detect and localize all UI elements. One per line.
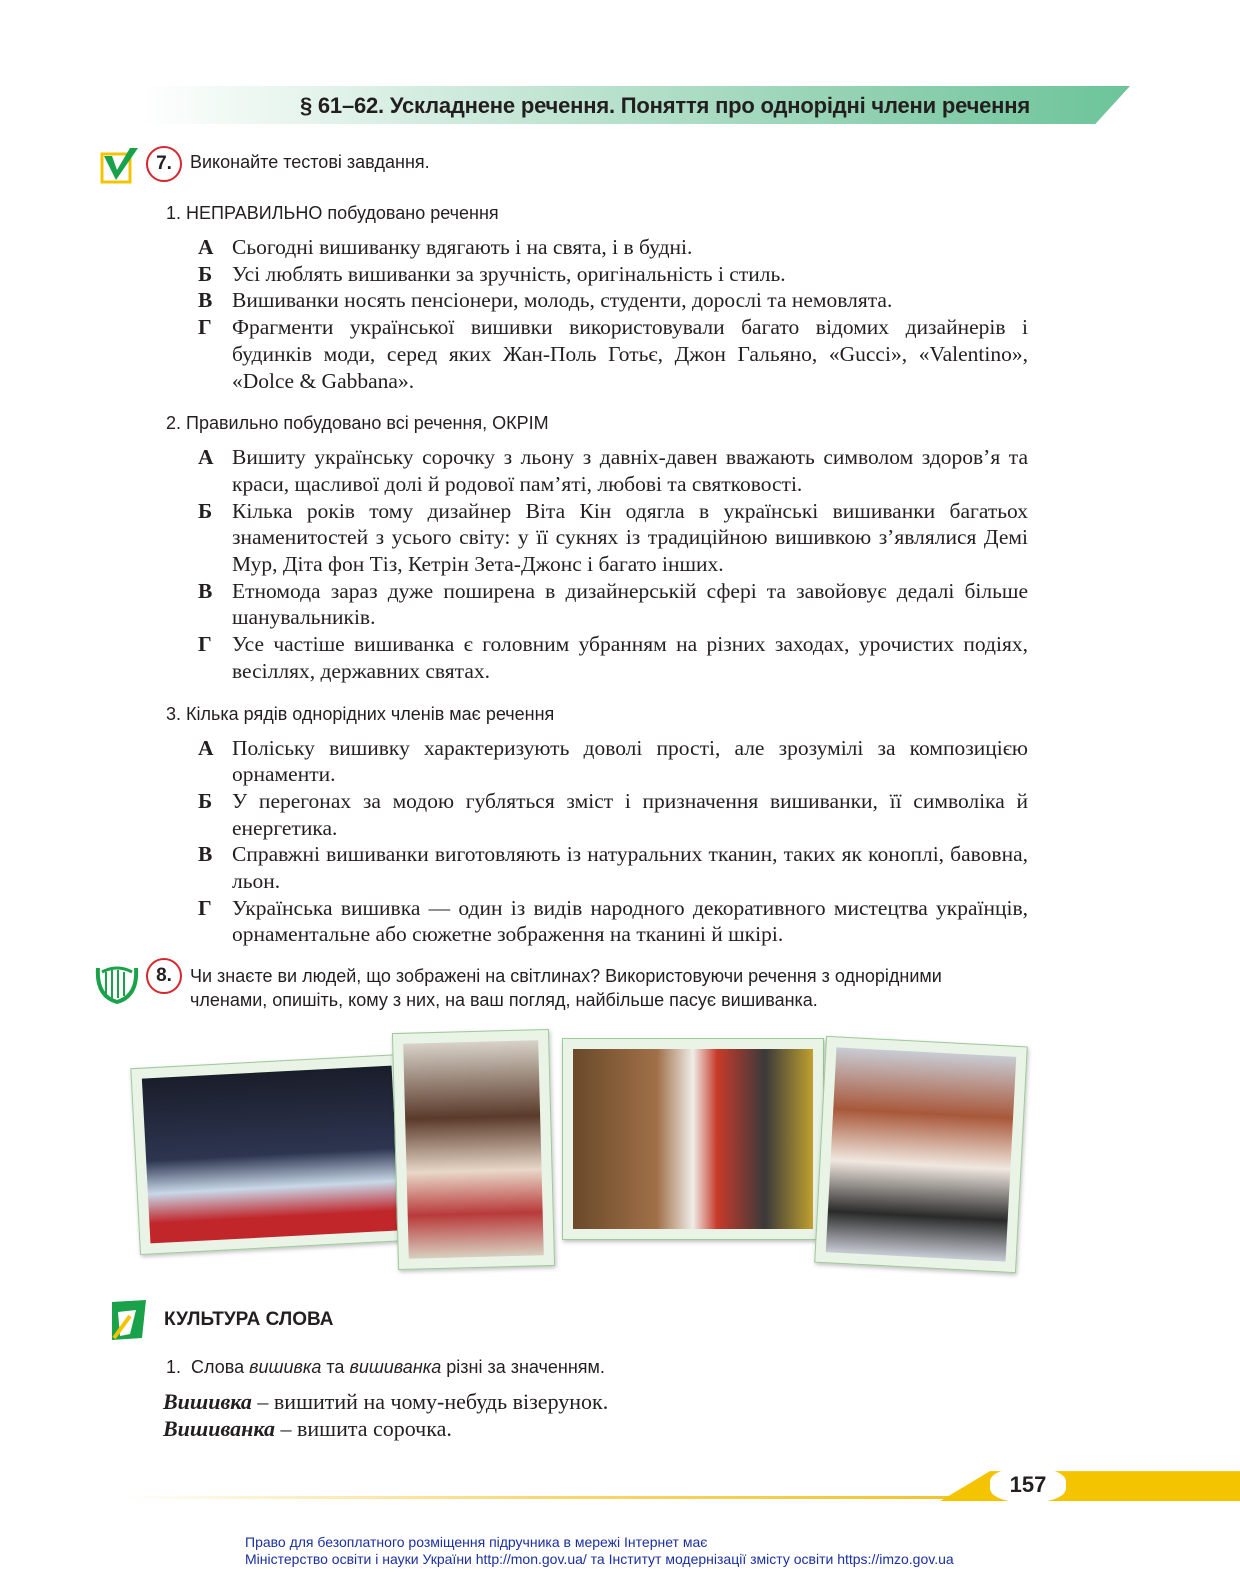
option — [198, 444, 1028, 497]
option-text: Кілька років тому дизайнер Віта Кін одягла в українські вишиванки багатьох знаменитостей з усього світу: у її сукнях із традиційною вишивкою з’являлися Демі Мур, Діта фон Тіз, Кетрін Зета-Джонс і багато інших. — [232, 498, 1028, 577]
option-letter: Г — [198, 632, 212, 657]
options-q2 — [198, 444, 1028, 684]
definition-term: Вишивка — [163, 1389, 252, 1415]
option-text: Усе частіше вишиванка є головним убранням на різних заходах, урочистих подіях, весіллях, державних святах. — [232, 632, 1028, 683]
item-word: вишивка — [249, 1357, 322, 1378]
option-letter: А — [198, 445, 214, 470]
section-title: КУЛЬТУРА СЛОВА — [164, 1309, 334, 1331]
option-letter: В — [198, 842, 213, 867]
question-2: 2. Правильно побудовано всі речення, ОКРІМ — [166, 413, 549, 434]
photo-man-in-vyshyvanka — [130, 1054, 411, 1255]
option — [198, 287, 1028, 314]
page-header — [0, 0, 1240, 124]
page-number-bar — [940, 1471, 1240, 1501]
option-text: Фрагменти української вишивки використовували багато відомих дизайнерів і будинків моди, серед яких Жан-Поль Готьє, Джон Гальяно, «Gucci», «Valentino», «Dolce & Gabbana». — [232, 315, 1028, 393]
item-text: та — [321, 1357, 350, 1378]
option-letter: Б — [198, 788, 213, 813]
option-text: Справжні вишиванки виготовляють із натуральних тканин, таких як коноплі, бавовна, льон. — [232, 842, 1028, 894]
photo-collage — [130, 1026, 1030, 1276]
option-letter: А — [198, 235, 214, 259]
task-number-badge: 7. — [146, 146, 182, 182]
option — [198, 631, 1028, 684]
option-text: Вишиту українську сорочку з льону з давніх-давен вважають символом здоров’я та краси, щасливої долі й родової пам’яті, любові та святковості. — [232, 445, 1028, 496]
license-footer — [245, 1534, 954, 1568]
task-instruction: Виконайте тестові завдання. — [190, 152, 430, 172]
footer-divider — [120, 1496, 960, 1499]
culture-section-heading — [108, 1298, 1240, 1342]
lyre-icon — [92, 958, 142, 1006]
option — [198, 895, 1028, 948]
option — [198, 735, 1028, 788]
task-8 — [92, 958, 1240, 1012]
definition-text: – вишитий на чому-небудь візерунок. — [251, 1389, 609, 1415]
quill-book-icon — [108, 1298, 150, 1342]
option-letter: Б — [198, 498, 213, 523]
option — [198, 788, 1028, 841]
option-text: Етномода зараз дуже поширена в дизайнерській сфері та завойовує дедалі більше шанувальників. — [232, 578, 1028, 630]
option-letter: Г — [198, 895, 212, 920]
task-7 — [100, 146, 1240, 184]
option-text: У перегонах за модою губляться зміст і призначення вишиванки, її символіка й енергетика. — [232, 788, 1028, 840]
definition-term: Вишиванка — [163, 1416, 275, 1442]
item-number: 1. — [166, 1357, 182, 1378]
option-text: Українська вишивка — один із видів народного декоративного мистецтва українців, орнаментальне або сюжетне зображення на тканині й шкірі. — [232, 895, 1028, 947]
question-1: 1. НЕПРАВИЛЬНО побудовано речення — [166, 203, 499, 223]
item-word: вишиванка — [349, 1357, 442, 1378]
options-q1 — [198, 234, 1028, 394]
option — [198, 498, 1028, 578]
option-text: Вишиванки носять пенсіонери, молодь, студенти, дорослі та немовлята. — [232, 288, 893, 313]
option-text: Усі люблять вишиванки за зручність, оригінальність і стиль. — [232, 261, 786, 286]
photo-woman-3 — [814, 1036, 1028, 1273]
task-instruction: Чи знаєте ви людей, що зображені на світлинах? Використовуючи речення з однорідними членами, опишіть, кому з них, на ваш погляд, найбільше пасує вишиванка. — [190, 966, 942, 1011]
checkmark-icon — [100, 146, 140, 184]
option-text: Сьогодні вишиванку вдягають і на свята, і в будні. — [232, 235, 693, 259]
definition — [163, 1388, 1240, 1415]
page-content — [0, 124, 1240, 1580]
footer-line: Право для безоплатного розміщення підручника в мережі Інтернет має — [245, 1534, 708, 1551]
option-letter: А — [198, 735, 214, 760]
option — [198, 578, 1028, 631]
option — [198, 234, 1028, 261]
question-3: 3. Кілька рядів однорідних членів має речення — [166, 703, 555, 724]
option — [198, 841, 1028, 894]
option-letter: Г — [198, 315, 212, 340]
page-title: § 61–62. Ускладнене речення. Поняття про однорідні члени речення — [299, 93, 1030, 118]
culture-item-1 — [166, 1356, 1240, 1378]
page-number: 157 — [990, 1468, 1066, 1502]
option-letter: Б — [198, 261, 213, 286]
definition-text: – вишита сорочка. — [274, 1416, 452, 1442]
option-letter: В — [198, 288, 213, 313]
option-text: Поліську вишивку характеризують доволі прості, але зрозумілі за композицією орнаменти. — [232, 735, 1028, 787]
task-number-badge: 8. — [146, 958, 182, 994]
photo-woman-2 — [562, 1038, 824, 1240]
item-text: різні за значенням. — [441, 1357, 605, 1378]
option — [198, 314, 1028, 394]
photo-woman-1 — [392, 1029, 555, 1270]
footer-line: Міністерство освіти і науки України http://mon.gov.ua/ та Інститут модернізації змісту освіти https://imzo.gov.ua — [245, 1551, 954, 1568]
item-text: Слова — [191, 1357, 250, 1378]
option-letter: В — [198, 578, 213, 603]
options-q3 — [198, 735, 1028, 949]
definition — [163, 1415, 1240, 1442]
option — [198, 261, 1028, 288]
page-footer — [0, 1470, 1240, 1580]
